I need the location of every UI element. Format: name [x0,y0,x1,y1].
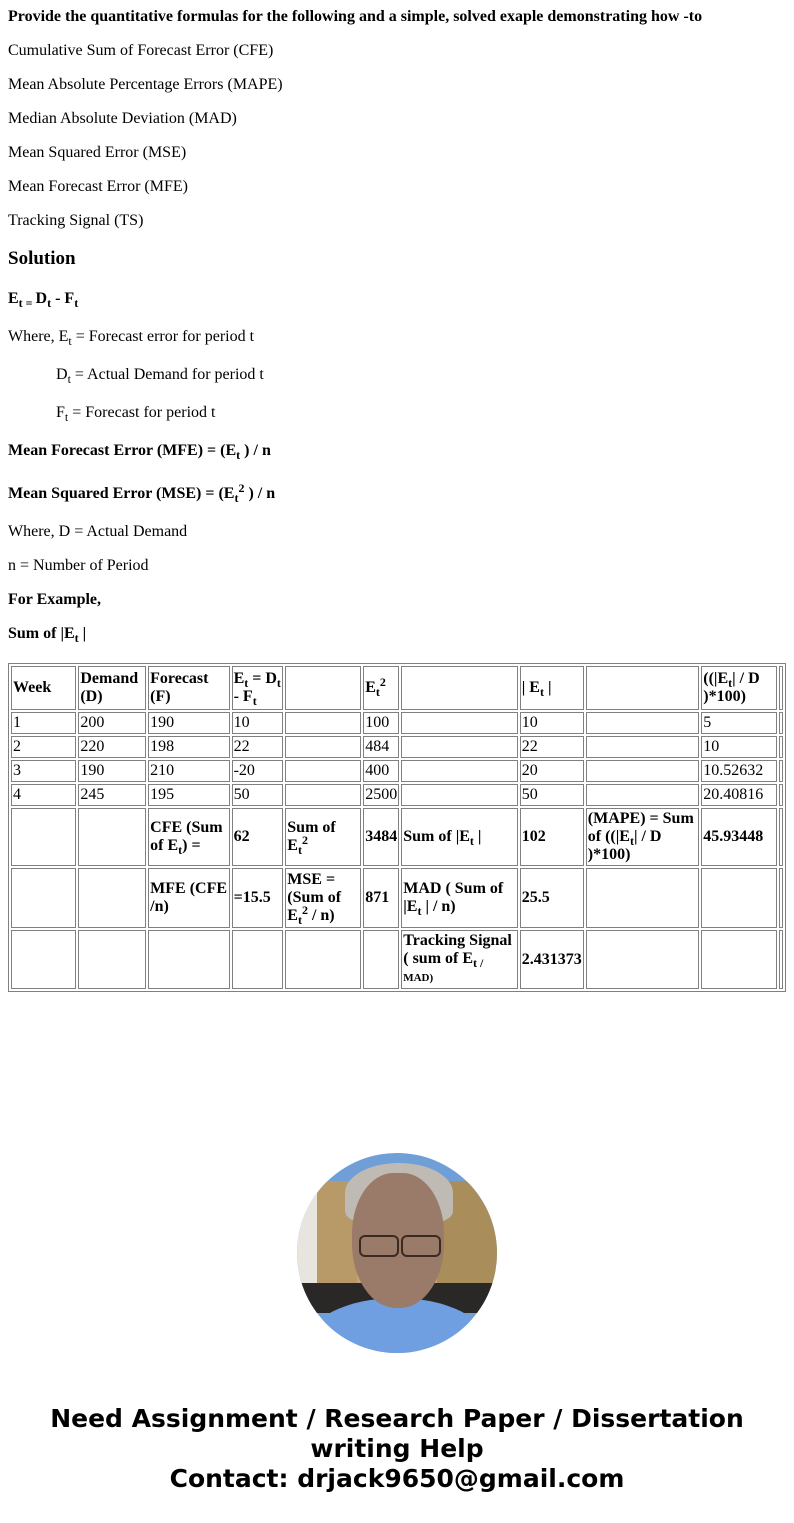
demand-definition [56,366,264,384]
text-segment: t [629,834,634,848]
text-segment: | E [521,679,540,696]
table-cell [285,784,361,806]
table-cell [285,712,361,734]
text-segment: t = [18,296,36,310]
question-item-cfe: Cumulative Sum of Forecast Error (CFE) [8,42,274,59]
text-segment: t [47,296,52,310]
table-cell [520,930,584,989]
text-segment: Mean Squared Error (MSE) = (E [8,485,235,502]
question-item-ts: Tracking Signal (TS) [8,212,144,229]
text-segment: 2 [301,903,308,917]
table-cell [779,808,783,866]
text-segment: t [67,372,71,386]
table-cell [363,808,399,866]
author-photo [297,1153,497,1353]
footer-line-1: Need Assignment / Research Paper / Dissertation [50,1404,744,1433]
example-table [8,663,786,992]
table-cell: 20 [520,760,584,782]
table-cell [701,868,777,928]
footer-line-3: Contact: drjack9650@gmail.com [169,1464,625,1493]
table-cell: 50 [520,784,584,806]
text-segment: MFE (CFE /n) [150,880,228,915]
table-cell: 3 [11,760,76,782]
text-segment: | [543,679,552,696]
text-segment: Sum of E [287,819,336,854]
table-cell: 2500 [363,784,399,806]
table-cell [148,930,229,989]
table-cell [363,930,399,989]
text-segment: t / [473,956,484,970]
text-segment: D [35,290,48,307]
table-summary-row [11,868,783,928]
table-cell: 4 [11,784,76,806]
table-cell [11,808,76,866]
question-item-mad: Median Absolute Deviation (MAD) [8,110,237,127]
table-cell: 200 [78,712,146,734]
mse-formula [8,481,276,505]
table-cell [401,666,518,710]
text-segment: E [8,290,19,307]
table-cell [148,808,229,866]
table-cell: 210 [148,760,229,782]
forecast-definition [56,404,215,422]
text-segment: | / D )*100) [587,828,662,863]
table-cell: 484 [363,736,399,758]
question-item-mfe: Mean Forecast Error (MFE) [8,178,188,195]
table-cell [586,808,700,866]
table-cell: 10.52632 [701,760,777,782]
footer-line-2: writing Help [310,1434,484,1463]
table-cell: 400 [363,760,399,782]
table-cell [520,808,584,866]
table-cell [78,808,146,866]
text-segment: 871 [365,889,390,906]
mfe-formula [8,442,271,460]
table-cell [586,760,700,782]
text-segment: t [297,913,302,927]
table-row [11,736,783,758]
text-segment: 2 [238,481,245,495]
table-cell: 20.40816 [701,784,777,806]
text-segment: ) = [182,837,201,854]
text-segment: F [56,404,65,421]
table-cell [586,666,700,710]
table-cell [520,666,584,710]
text-segment: ) / n [240,442,271,459]
table-summary-row [11,930,783,989]
text-segment: t [276,676,281,690]
text-segment: Sum of |E [8,625,75,642]
table-cell [520,868,584,928]
text-segment: t [539,685,544,699]
table-cell: 220 [78,736,146,758]
text-segment: | / n) [421,898,456,915]
table-cell [285,808,361,866]
text-segment: t [728,676,733,690]
text-segment: t [375,685,380,699]
error-formula [8,290,78,308]
table-cell [701,666,777,710]
text-segment: For Example, [8,591,102,608]
table-cell [779,736,783,758]
table-cell [285,736,361,758]
glasses-icon [355,1235,441,1255]
text-segment: = Actual Demand for period t [70,366,264,383]
question-prompt: Provide the quantitative formulas for the following and a simple, solved exaple demonstrating how -to [8,8,703,25]
text-segment: n = Number of Period [8,557,149,574]
text-segment: MSE = (Sum of E [287,871,342,924]
text-segment: - F [233,688,253,705]
text-segment: (MAPE) = Sum of ((|E [587,810,694,845]
text-segment: Tracking Signal ( sum of E [403,932,512,967]
table-cell: 10 [701,736,777,758]
text-segment: t [68,334,72,348]
text-segment: 2.431373 [521,950,582,968]
table-cell [285,868,361,928]
table-cell: -20 [232,760,284,782]
question-item-mse: Mean Squared Error (MSE) [8,144,187,161]
table-cell [232,868,284,928]
table-cell: 100 [363,712,399,734]
table-cell: 2 [11,736,76,758]
table-cell [779,712,783,734]
text-segment: Mean Forecast Error (MFE) = (E [8,442,237,459]
table-cell [586,712,700,734]
text-segment: 3484 [365,828,398,845]
table-cell [11,666,76,710]
table-cell: 195 [148,784,229,806]
text-segment: | [473,828,482,845]
text-segment: Sum of |E [403,828,470,845]
table-cell [779,666,783,710]
table-cell [586,930,700,989]
text-segment: Demand (D) [80,670,139,705]
text-segment: - F [51,290,75,307]
table-cell [586,784,700,806]
text-segment: t [469,834,474,848]
text-segment: t [252,694,257,708]
table-cell [701,930,777,989]
table-cell [401,930,518,989]
text-segment: Forecast (F) [150,670,209,705]
text-segment: t [244,676,249,690]
text-segment: D [56,366,68,383]
text-segment: ) / n [244,485,276,502]
solution-heading: Solution [8,248,76,269]
sum-abs-error-label [8,625,86,643]
demand-note [8,523,187,541]
table-cell [78,868,146,928]
text-segment: t [297,843,302,857]
text-segment: MAD ( Sum of |E [403,880,504,915]
table-cell [363,666,399,710]
table-cell [363,868,399,928]
table-cell [148,868,229,928]
table-cell [78,666,146,710]
table-cell: 190 [148,712,229,734]
text-segment: = D [248,670,277,687]
table-cell [401,712,518,734]
text-segment: | / D )*100) [703,670,760,705]
table-cell [401,868,518,928]
table-row [11,784,783,806]
text-segment: = Forecast for period t [68,404,216,421]
text-segment: 2 [379,675,386,689]
text-segment: E [233,670,245,687]
table-cell: 22 [232,736,284,758]
table-cell [779,868,783,928]
table-summary-row [11,808,783,866]
table-cell [78,930,146,989]
table-cell [586,868,700,928]
text-segment: t [234,491,239,505]
error-definition [8,328,254,346]
period-note [8,557,149,575]
text-segment: CFE (Sum of E [150,819,223,854]
table-cell: 1 [11,712,76,734]
text-segment: 102 [521,828,546,845]
text-segment: MAD) [403,972,434,984]
text-segment: 45.93448 [703,828,764,845]
table-cell [779,760,783,782]
table-header-row [11,666,783,710]
table-cell [779,784,783,806]
text-segment: | [78,625,87,642]
table-cell [779,930,783,989]
table-cell [586,736,700,758]
text-segment: Where, E [8,328,69,345]
text-segment: 62 [233,828,250,845]
text-segment: t [64,410,69,424]
table-row [11,712,783,734]
table-cell [232,808,284,866]
text-segment: t [417,904,422,918]
table-cell: 10 [520,712,584,734]
table-row [11,760,783,782]
text-segment: = Forecast error for period t [71,328,255,345]
table-cell [401,784,518,806]
table-cell [285,760,361,782]
text-segment: Where, D = Actual Demand [8,523,188,540]
table-cell [232,930,284,989]
text-segment: =15.5 [233,889,271,906]
question-item-mape: Mean Absolute Percentage Errors (MAPE) [8,76,283,93]
table-cell [148,666,229,710]
table-cell [232,666,284,710]
text-segment: ((|E [703,670,729,687]
text-segment: t [74,296,79,310]
table-cell: 190 [78,760,146,782]
example-label [8,591,101,609]
table-cell [401,760,518,782]
text-segment: t [178,843,183,857]
table-cell [11,868,76,928]
text-segment: E [365,679,376,696]
text-segment: 25.5 [521,889,550,906]
table-cell [401,736,518,758]
table-cell [701,808,777,866]
text-segment: Week [13,679,52,696]
footer-banner [0,1404,794,1494]
text-segment: t [236,448,241,462]
table-cell: 198 [148,736,229,758]
text-segment: / n) [307,907,335,924]
table-cell: 50 [232,784,284,806]
table-cell: 245 [78,784,146,806]
table-cell [285,930,361,989]
text-segment: 2 [301,833,308,847]
table-cell [285,666,361,710]
table-cell: 5 [701,712,777,734]
table-cell: 22 [520,736,584,758]
text-segment: t [74,631,79,645]
table-cell: 10 [232,712,284,734]
table-cell [401,808,518,866]
table-cell [11,930,76,989]
